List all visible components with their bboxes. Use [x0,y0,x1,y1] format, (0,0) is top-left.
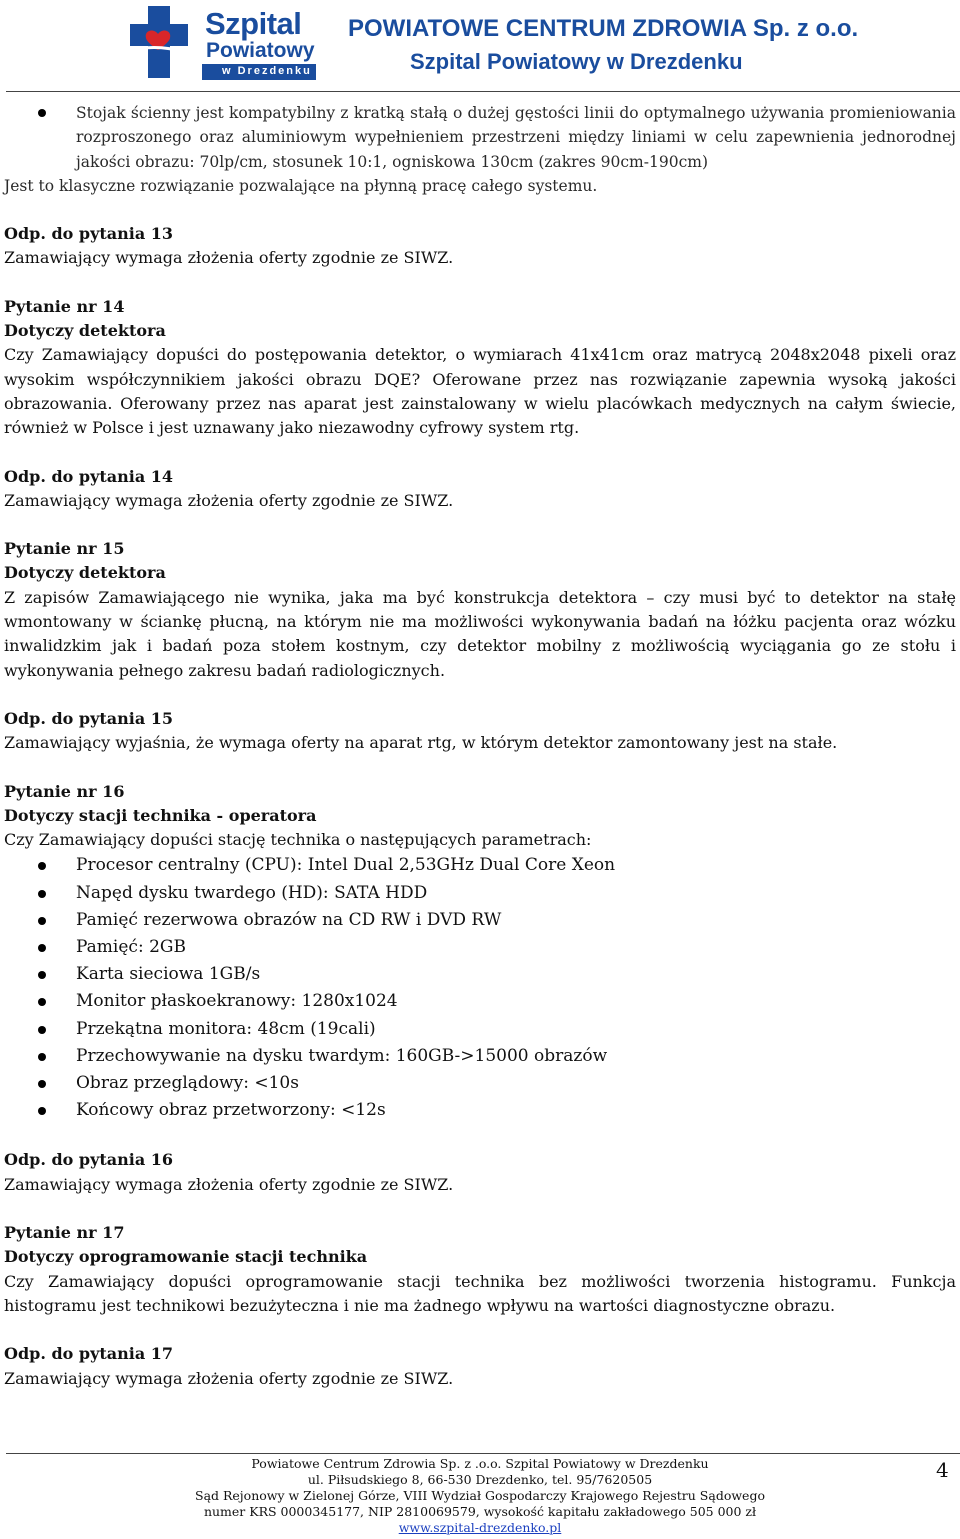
question-15-subject: Dotyczy detektora [4,563,166,583]
answer-14-text: Zamawiający wymaga złożenia oferty zgodnie ze SIWZ. [4,490,454,510]
bullet-icon [38,944,46,952]
intro-bullet-text: Stojak ścienny jest kompatybilny z kratką stałą o dużej gęstości linii do optymalnego używania promieniowania rozproszonego oraz aluminiowym wypełnieniem przestrzeni między liniami w celu zapewnienia jednorodnej jakości obrazu: 70lp/cm, stosunek 10:1, ogniskowa 130cm (zakres 90cm-190cm) [76,104,956,171]
question-16-title: Pytanie nr 16 [4,781,125,801]
logo-location: w Drezdenku [222,65,312,77]
logo-title: Szpital [205,6,302,41]
footer-divider [6,1453,960,1454]
bullet-icon [38,1026,46,1034]
intro-bullet [4,101,956,198]
list-item: Pamięć rezerwowa obrazów na CD RW i DVD RW [4,907,956,934]
spec-list [4,852,956,1124]
list-item: Przekątna monitora: 48cm (19cali) [4,1016,956,1043]
bullet-icon [38,917,46,925]
bullet-icon [38,1080,46,1088]
page-footer [180,1456,780,1536]
question-14-subject: Dotyczy detektora [4,321,166,341]
bullet-icon [38,862,46,870]
question-16-text: Czy Zamawiający dopuści stację technika o następujących parametrach: [4,830,592,850]
answer-16-text: Zamawiający wymaga złożenia oferty zgodnie ze SIWZ. [4,1174,454,1194]
question-15-text: Z zapisów Zamawiającego nie wynika, jaka ma być konstrukcja detektora – czy musi być to detektor na stałę wmontowany w ściankę płucną, na którym nie ma możliwości wykonywania badań na łóżku pacjenta oraz wózku inwalidzkim jak i badań poza stołem kostnym, czy detektor mobilny z możliwością wyciągania go ze stołu i wykonywania pełnego zakresu badań radiologicznych. [4,587,956,680]
footer-company: Powiatowe Centrum Zdrowia Sp. z .o.o. Szpital Powiatowy w Drezdenku [251,1456,709,1471]
intro-continuation: Jest to klasyczne rozwiązanie pozwalające na płynną pracę całego systemu. [4,176,598,195]
footer-registry: numer KRS 0000345177, NIP 2810069579, wysokość kapitału zakładowego 505 000 zł [203,1504,757,1519]
footer-website-link[interactable]: www.szpital-drezdenko.pl [398,1520,562,1535]
question-16-subject: Dotyczy stacji technika - operatora [4,805,317,825]
list-item: Pamięć: 2GB [4,934,956,961]
document-body [4,101,956,1391]
bullet-icon [38,109,46,117]
list-item: Przechowywanie na dysku twardym: 160GB->15000 obrazów [4,1043,956,1070]
footer-address: ul. Piłsudskiego 8, 66-530 Drezdenko, tel. 95/7620505 [307,1472,653,1487]
question-15-title: Pytanie nr 15 [4,539,125,559]
answer-17-text: Zamawiający wymaga złożenia oferty zgodnie ze SIWZ. [4,1368,454,1388]
answer-15-title: Odp. do pytania 15 [4,708,174,728]
answer-13-title: Odp. do pytania 13 [4,224,174,244]
question-14-title: Pytanie nr 14 [4,296,125,316]
answer-16-title: Odp. do pytania 16 [4,1150,174,1170]
question-17-subject: Dotyczy oprogramowanie stacji technika [4,1247,368,1267]
list-item: Procesor centralny (CPU): Intel Dual 2,53GHz Dual Core Xeon [4,852,956,879]
bullet-icon [38,1107,46,1115]
question-14-text: Czy Zamawiający dopuści do postępowania detektor, o wymiarach 41x41cm oraz matrycą 2048x2048 pixeli oraz wysokim współczynnikiem jakości obrazu DQE? Oferowane przez nas rozwiązanie zapewnia wysoką jakości obrazowania. Oferowany przez nas aparat jest zainstalowany w wielu placówkach medycznych na całym świecie, również w Polsce i jest uznawany jako niezawodny cyfrowy system rtg. [4,345,956,438]
bullet-icon [38,998,46,1006]
list-item: Napęd dysku twardego (HD): SATA HDD [4,880,956,907]
logo-subtitle: Powiatowy [206,39,315,62]
list-item: Monitor płaskoekranowy: 1280x1024 [4,988,956,1015]
org-name: POWIATOWE CENTRUM ZDROWIA Sp. z o.o. [348,15,859,42]
question-17-text: Czy Zamawiający dopuści oprogramowanie stacji technika bez możliwości tworzenia histogramu. Funkcja histogramu jest technikowi bezużyteczna i nie ma żadnego wpływu na wartości diagnostyczne obrazu. [4,1271,956,1315]
list-item: Obraz przeglądowy: <10s [4,1070,956,1097]
answer-14-title: Odp. do pytania 14 [4,466,174,486]
page-number: 4 [936,1458,949,1482]
bullet-icon [38,971,46,979]
list-item: Końcowy obraz przetworzony: <12s [4,1097,956,1124]
list-item: Karta sieciowa 1GB/s [4,961,956,988]
question-17-title: Pytanie nr 17 [4,1223,125,1243]
bullet-icon [38,1053,46,1061]
answer-17-title: Odp. do pytania 17 [4,1344,174,1364]
org-hospital: Szpital Powiatowy w Drezdenku [410,49,743,74]
answer-13-text: Zamawiający wymaga złożenia oferty zgodnie ze SIWZ. [4,248,454,268]
page-header [0,0,960,90]
footer-court: Sąd Rejonowy w Zielonej Górze, VIII Wydział Gospodarczy Krajowego Rejestru Sądowego [195,1488,765,1503]
bullet-icon [38,890,46,898]
answer-15-text: Zamawiający wyjaśnia, że wymaga oferty na aparat rtg, w którym detektor zamontowany jest na stałe. [4,733,838,753]
header-divider [6,91,960,92]
